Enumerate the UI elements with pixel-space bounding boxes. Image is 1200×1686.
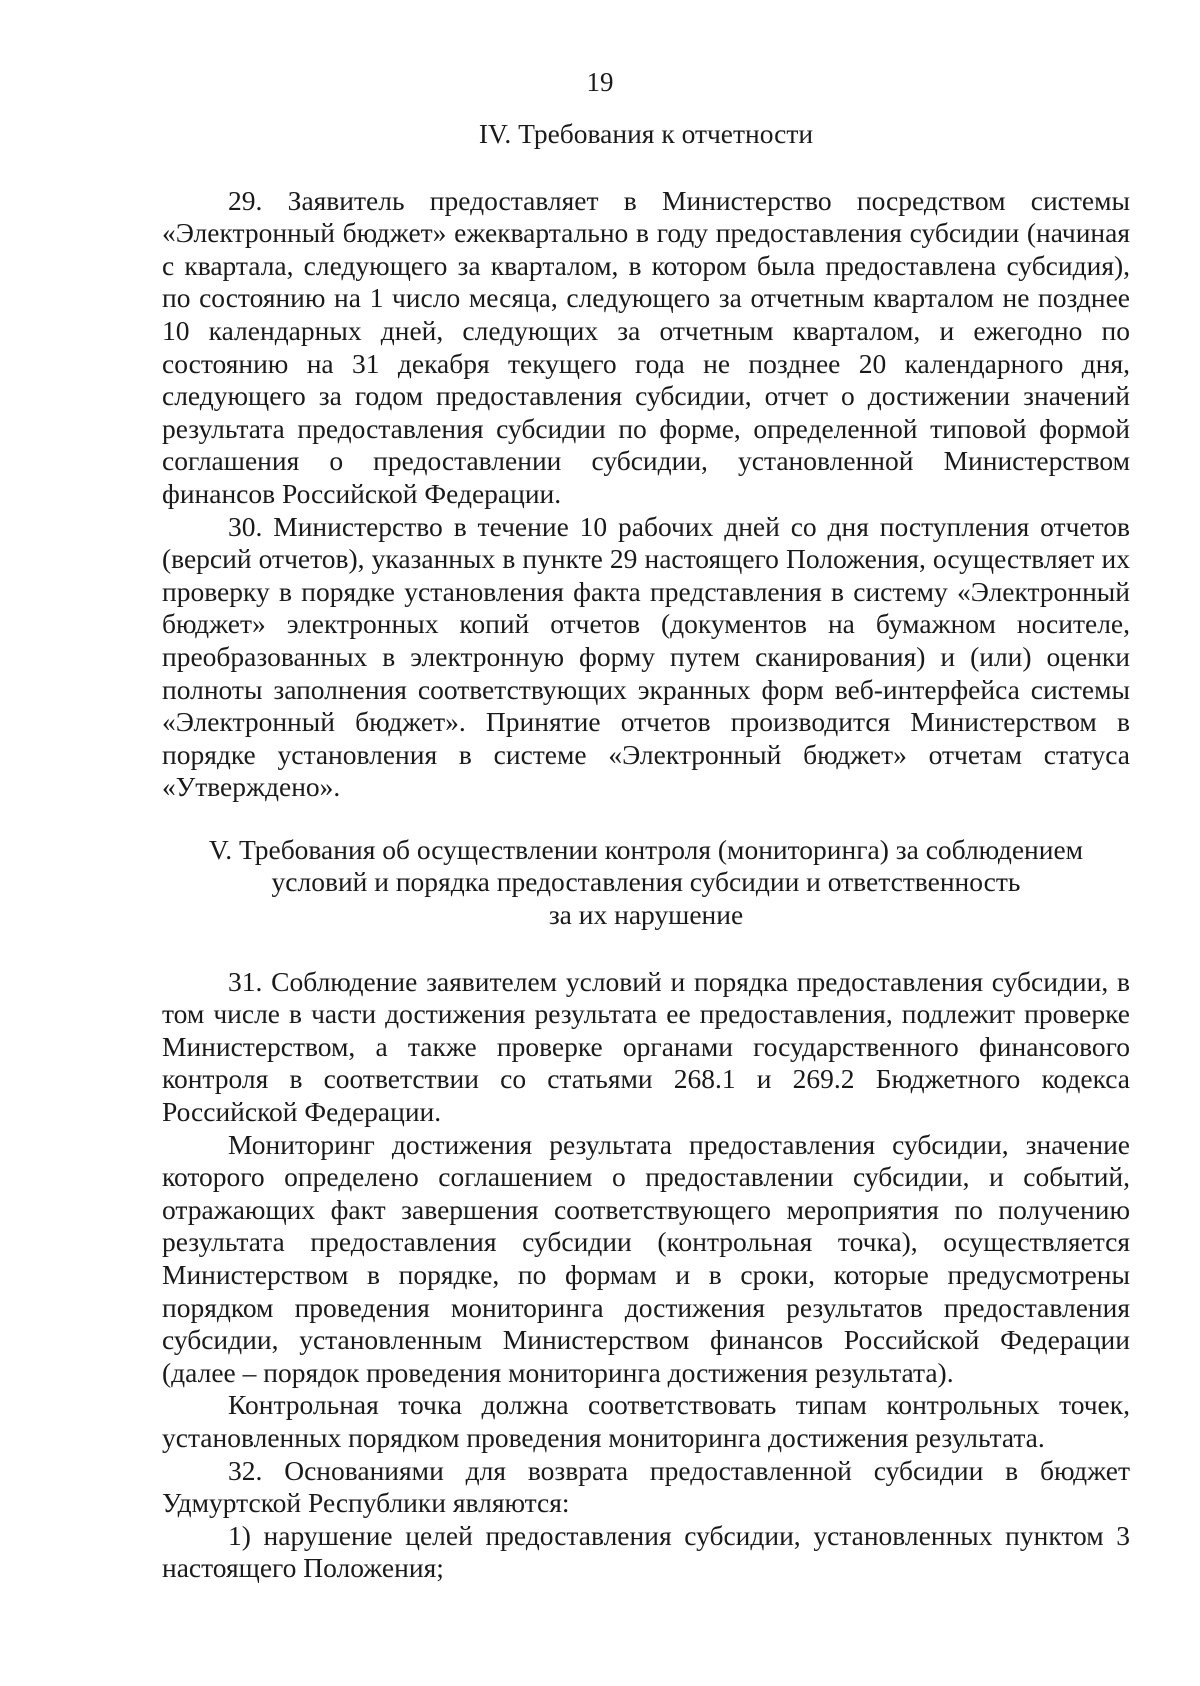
section-v-heading-line-1: V. Требования об осуществлении контроля (мониторинга) за соблюдением	[208, 833, 1084, 865]
section-v-heading-line-3: за их нарушение	[548, 899, 744, 931]
section-iv-heading: IV. Требования к отчетности	[478, 118, 814, 149]
paragraph-29: 29. Заявитель предоставляет в Министерство посредством системы «Электронный бюджет» ежеквартально в году предоставления субсидии (начиная с квартала, следующего за кварталом, в котором была предоставлена субсидия), по состоянию на 1 число месяца, следующего за отчетным кварталом не позднее 10 календарных дней, следующих за отчетным кварталом, и ежегодно по состоянию на 31 декабря текущего года не позднее 20 календарного дня, следующего за годом предоставления субсидии, отчет о достижении значений результата предоставления субсидии по форме, определенной типовой формой соглашения о предоставлении субсидии, установленной Министерством финансов Российской Федерации.	[162, 184, 1130, 509]
paragraph-32-item-1: 1) нарушение целей предоставления субсидии, установленных пунктом 3 настоящего Положения;	[162, 1519, 1130, 1584]
page-number: 19	[586, 67, 614, 97]
document-body	[162, 118, 1130, 1585]
section-v-heading	[162, 834, 1130, 932]
paragraph-31: 31. Соблюдение заявителем условий и порядка предоставления субсидии, в том числе в части достижения результата ее предоставления, подлежит проверке Министерством, а также проверке органами государственного финансового контроля в соответствии со статьями 268.1 и 269.2 Бюджетного кодекса Российской Федерации.	[162, 965, 1130, 1128]
section-v-heading-line-2: условий и порядка предоставления субсидии и ответственность	[271, 866, 1021, 898]
paragraph-30: 30. Министерство в течение 10 рабочих дней со дня поступления отчетов (версий отчетов), указанных в пункте 29 настоящего Положения, осуществляет их проверку в порядке установления факта представления в систему «Электронный бюджет» электронных копий отчетов (документов на бумажном носителе, преобразованных в электронную форму путем сканирования) и (или) оценки полноты заполнения соответствующих экранных форм веб-интерфейса системы «Электронный бюджет». Принятие отчетов производится Министерством в порядке установления в системе «Электронный бюджет» отчетам статуса «Утверждено».	[162, 510, 1130, 803]
paragraph-32: 32. Основаниями для возврата предоставленной субсидии в бюджет Удмуртской Республики являются:	[162, 1454, 1130, 1519]
paragraph-monitoring: Мониторинг достижения результата предоставления субсидии, значение которого определено соглашением о предоставлении субсидии, и событий, отражающих факт завершения соответствующего мероприятия по получению результата предоставления субсидии (контрольная точка), осуществляется Министерством в порядке, по формам и в сроки, которые предусмотрены порядком проведения мониторинга достижения результатов предоставления субсидии, установленным Министерством финансов Российской Федерации (далее – порядок проведения мониторинга достижения результата).	[162, 1128, 1130, 1388]
paragraph-control-point: Контрольная точка должна соответствовать типам контрольных точек, установленных порядком проведения мониторинга достижения результата.	[162, 1389, 1130, 1453]
